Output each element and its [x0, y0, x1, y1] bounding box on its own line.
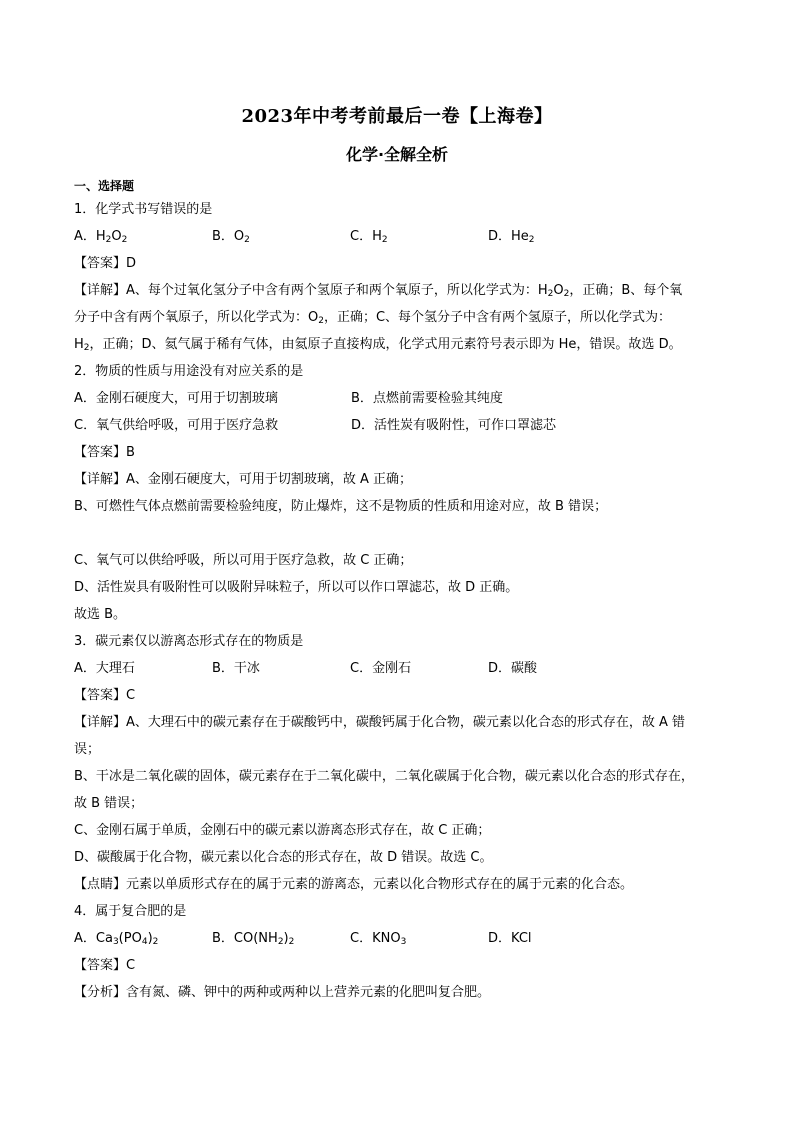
q2-explanation-line-1: 【详解】A、金刚石硬度大，可用于切割玻璃，故 A 正确； — [74, 472, 413, 487]
q3-option-c: C．金刚石 — [350, 661, 412, 676]
question-3-options — [74, 655, 724, 682]
question-3-stem: 3．碳元素仅以游离态形式存在的物质是 — [74, 634, 304, 649]
q2-explanation-line-5: 故选 B。 — [74, 607, 127, 622]
q3-explanation-line-2: 误； — [74, 742, 101, 757]
q3-option-d: D．碳酸 — [488, 661, 538, 676]
q1-option-a: A．$H_2O_2$ — [74, 229, 128, 245]
q4-option-b: B．$CO(NH_2)_2$ — [212, 931, 295, 947]
q1-option-b: B．$O_2$ — [212, 229, 250, 245]
q3-explanation-line-5: C、金刚石属于单质，金刚石中的碳元素以游离态形式存在，故 C 正确； — [74, 823, 491, 838]
q3-option-b: B．干冰 — [212, 661, 260, 676]
q3-option-a: A．大理石 — [74, 661, 135, 676]
page-title: 2023年中考考前最后一卷【上海卷】 — [241, 106, 553, 127]
q3-explanation-line-4: 故 B 错误； — [74, 796, 144, 811]
q4-option-d: D．KCl — [488, 931, 532, 946]
question-1-stem: 1．化学式书写错误的是 — [74, 202, 213, 217]
question-4-stem: 4．属于复合肥的是 — [74, 904, 187, 919]
q2-option-a: A．金刚石硬度大，可用于切割玻璃 — [74, 391, 278, 406]
q2-answer: 【答案】B — [74, 445, 135, 460]
section-heading: 一、选择题 — [74, 179, 135, 193]
q2-explanation-line-4: D、活性炭具有吸附性可以吸附异味粒子，所以可以作口罩滤芯，故 D 正确。 — [74, 580, 519, 595]
blank-line — [74, 520, 724, 547]
q2-option-d: D．活性炭有吸附性，可作口罩滤芯 — [351, 418, 557, 433]
q2-option-b: B．点燃前需要检验其纯度 — [351, 391, 503, 406]
q3-explanation-line-6: D、碳酸属于化合物，碳元素以化合态的形式存在，故 D 错误。故选 C。 — [74, 850, 493, 865]
q1-option-c: C．$H_2$ — [350, 229, 388, 245]
q1-explanation-line-1: 【详解】A、每个过氧化氢分子中含有两个氢原子和两个氧原子，所以化学式为：$H_2O_2$，正确；B、每个氧 — [74, 283, 683, 299]
q2-explanation-line-2: B、可燃性气体点燃前需要检验纯度，防止爆炸，这不是物质的性质和用途对应，故 B 错误； — [74, 499, 608, 514]
question-4-options — [74, 925, 724, 952]
q2-option-c: C．氧气供给呼吸，可用于医疗急救 — [74, 418, 279, 433]
q4-answer: 【答案】C — [74, 958, 136, 973]
question-1-options — [74, 223, 724, 250]
q1-explanation-line-3: $H_2$，正确；D、氦气属于稀有气体，由氦原子直接构成，化学式用元素符号表示即为 He，错误。故选 D。 — [74, 337, 682, 353]
q1-answer: 【答案】D — [74, 256, 137, 271]
q1-option-d: D．$He_2$ — [488, 229, 535, 245]
question-2-stem: 2．物质的性质与用途没有对应关系的是 — [74, 364, 304, 379]
q2-explanation-line-3: C、氧气可以供给呼吸，所以可用于医疗急救，故 C 正确； — [74, 553, 413, 568]
q3-explanation-line-1: 【详解】A、大理石中的碳元素存在于碳酸钙中，碳酸钙属于化合物，碳元素以化合态的形式存在，故 A 错 — [74, 715, 686, 730]
page-subtitle: 化学·全解全析 — [345, 145, 449, 164]
q4-analysis: 【分析】含有氮、磷、钾中的两种或两种以上营养元素的化肥叫复合肥。 — [74, 985, 491, 1000]
question-2-options-row-2 — [74, 412, 724, 439]
q4-option-a: A．$Ca_3(PO_4)_2$ — [74, 931, 159, 947]
q3-answer: 【答案】C — [74, 688, 136, 703]
q4-option-c: C．$KNO_3$ — [350, 931, 407, 947]
question-2-options-row-1 — [74, 385, 724, 412]
q1-explanation-line-2: 分子中含有两个氧原子，所以化学式为：$O_2$，正确；C、每个氢分子中含有两个氢原子，所以化学式为： — [74, 310, 672, 326]
document-content — [74, 176, 724, 1006]
q3-tip: 【点睛】元素以单质形式存在的属于元素的游离态，元素以化合物形式存在的属于元素的化合态。 — [74, 877, 634, 892]
q3-explanation-line-3: B、干冰是二氧化碳的固体，碳元素存在于二氧化碳中，二氧化碳属于化合物，碳元素以化合态的形式存在， — [74, 769, 694, 784]
